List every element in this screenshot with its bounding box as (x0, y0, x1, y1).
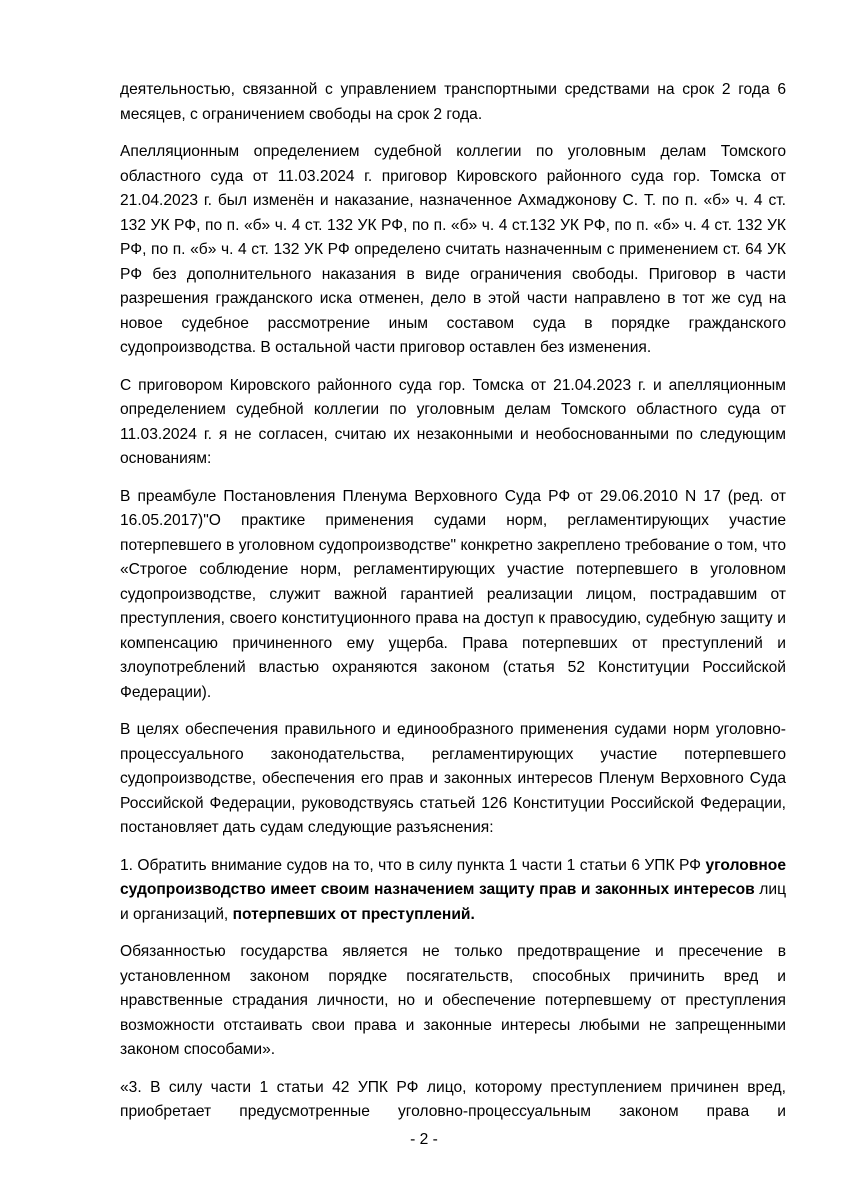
paragraph-plenum-preamble (120, 485, 786, 706)
paragraph-text: Обязанностью государства является не только предотвращение и пресечение в установленном законом порядке посягательств, способных причинить вред и нравственные страдания личности, но и обеспечение потерпевшему от преступления возможности отстаивать свои права и законные интересы любыми не запрещенными законом способами». (120, 943, 786, 1058)
paragraph-sentence-end (120, 78, 786, 127)
paragraph-text: деятельностью, связанной с управлением транспортными средствами на срок 2 года 6 месяцев, с ограничением свободы на срок 2 года. (120, 81, 786, 123)
paragraph-text: 1. Обратить внимание судов на то, что в силу пункта 1 части 1 статьи 6 УПК РФ (120, 856, 706, 874)
paragraph-point-1 (120, 854, 786, 928)
paragraph-text: лиц и организаций, (120, 881, 786, 923)
document-page (120, 78, 786, 1138)
paragraph-text: В целях обеспечения правильного и единообразного применения судами норм уголовно-процессуального законодательства, регламентирующих участие потерпевшего судопроизводстве, обеспечения его прав и законных интересов Пленум Верховного Суда Российской Федерации, руководствуясь статьей 126 Конституции Российской Федерации, постановляет дать судам следующие разъяснения: (120, 721, 786, 836)
paragraph-text: С приговором Кировского районного суда гор. Томска от 21.04.2023 г. и апелляционным определением судебной коллегии по уголовным делам Томского областного суда от 11.03.2024 г. я не согласен, считаю их незаконными и необоснованными по следующим основаниям: (120, 376, 786, 467)
paragraph-state-duty (120, 940, 786, 1063)
paragraph-text: Апелляционным определением судебной коллегии по уголовным делам Томского областного суда от 11.03.2024 г. приговор Кировского районного суда гор. Томска от 21.04.2023 г. был изменён и наказание, назначенное Ахмаджонову С. Т. по п. «б» ч. 4 ст. 132 УК РФ, по п. «б» ч. 4 ст. 132 УК РФ, по п. «б» ч. 4 ст.132 УК РФ, по п. «б» ч. 4 ст. 132 УК РФ, по п. «б» ч. 4 ст. 132 УК РФ определено считать назначенным с применением ст. 64 УК РФ без дополнительного наказания в виде ограничения свободы. Приговор в части разрешения гражданского иска отменен, дело в этой части направлено в тот же суд на новое судебное рассмотрение иным составом суда в порядке гражданского судопроизводства. В остальной части приговор оставлен без изменения. (120, 143, 786, 356)
paragraph-text: «3. В силу части 1 статьи 42 УПК РФ лицо, которому преступлением причинен вред, приобретает предусмотренные уголовно-процессуальным законом права и (120, 1078, 786, 1120)
paragraph-bold-text: уголовное судопроизводство имеет своим назначением защиту прав и законных интересов (120, 856, 786, 898)
paragraph-plenum-purpose (120, 718, 786, 841)
paragraph-bold-text: потерпевших от преступлений. (232, 905, 475, 923)
paragraph-point-3 (120, 1076, 786, 1125)
page-number: - 2 - (410, 1131, 438, 1148)
paragraph-disagreement (120, 374, 786, 472)
paragraph-text: В преамбуле Постановления Пленума Верховного Суда РФ от 29.06.2010 N 17 (ред. от 16.05.2017)"О практике применения судами норм, регламентирующих участие потерпевшего в уголовном судопроизводстве" конкретно закреплено требование о том, что «Строгое соблюдение норм, регламентирующих участие потерпевшего в уголовном судопроизводстве, служит важной гарантией реализации лицом, пострадавшим от преступления, своего конституционного права на доступ к правосудию, судебную защиту и компенсацию причиненного ему ущерба. Права потерпевших от преступлений и злоупотреблений властью охраняются законом (статья 52 Конституции Российской Федерации). (120, 487, 786, 701)
paragraph-appeal-ruling (120, 140, 786, 361)
